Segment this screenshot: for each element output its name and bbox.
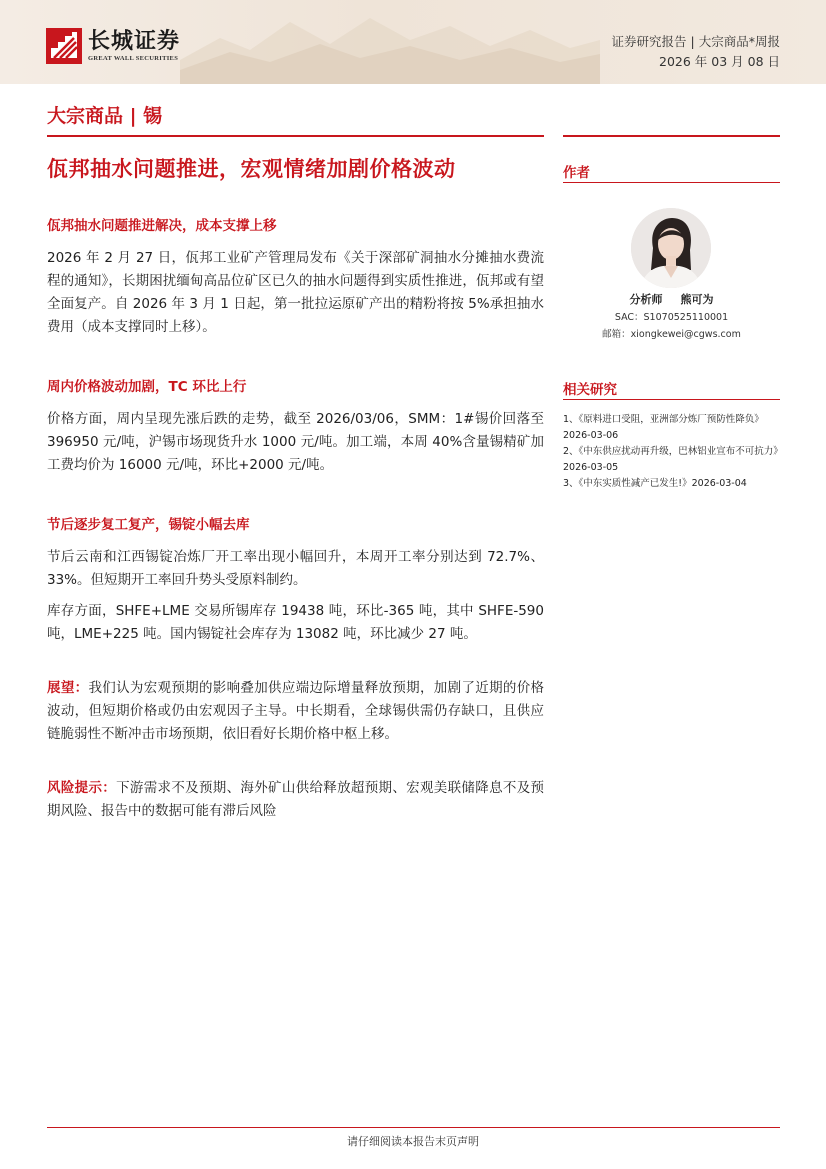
- header-meta: [612, 32, 781, 72]
- footer-divider: [47, 1127, 780, 1128]
- related-heading: 相关研究: [563, 382, 617, 398]
- section-paragraph: 2026 年 2 月 27 日，佤邦工业矿产管理局发布《关于深部矿洞抽水分摊抽水费流程的通知》，长期困扰缅甸高品位矿区已久的抽水问题得到实质性推进，佤邦或有望全面复产。自 2026 年 3 月 1 日起，第一批拉运原矿产出的精粉将按 5%承担抽水费用（成本支撑同时上移）。: [47, 250, 544, 335]
- section-paragraph: 节后云南和江西锡锭冶炼厂开工率出现小幅回升，本周开工率分别达到 72.7%、33%。但短期开工率回升势头受原料制约。: [47, 549, 544, 588]
- risk-paragraph: [47, 777, 544, 823]
- section-paragraph: 价格方面，周内呈现先涨后跌的走势，截至 2026/03/06，SMM：1#锡价回落至 396950 元/吨，沪锡市场现货升水 1000 元/吨。加工端，本周 40%含量锡精矿加工费均价为 16000 元/吨，环比+2000 元/吨。: [47, 411, 544, 473]
- person-photo-icon: [631, 208, 711, 288]
- section-label: 大宗商品 | 锡: [47, 105, 163, 127]
- section-paragraph: 库存方面，SHFE+LME 交易所锡库存 19438 吨，环比-365 吨，其中 SHFE-590 吨，LME+225 吨。国内锡锭社会库存为 13082 吨，环比减少 27 吨。: [47, 603, 544, 642]
- section-heading: 节后逐步复工复产，锡锭小幅去库: [47, 517, 250, 533]
- author-divider: [563, 182, 780, 183]
- mountain-watermark-icon: [180, 0, 600, 84]
- outlook-text: 我们认为宏观预期的影响叠加供应端边际增量释放预期，加剧了近期的价格波动，但短期价格或仍由宏观因子主导。中长期看，全球锡供需仍存缺口，且供应链脆弱性不断冲击市场预期，依旧看好长期价格中枢上移。: [47, 680, 545, 742]
- risk-text: 下游需求不及预期、海外矿山供给释放超预期、宏观美联储降息不及预期风险、报告中的数据可能有滞后风险: [47, 780, 545, 819]
- page-title: 佤邦抽水问题推进，宏观情绪加剧价格波动: [47, 157, 456, 181]
- outlook-label: 展望：: [47, 680, 89, 696]
- section-heading: 佤邦抽水问题推进解决，成本支撑上移: [47, 218, 277, 234]
- header-band: [0, 0, 826, 84]
- related-research-list: [563, 412, 780, 492]
- sidebar-divider: [563, 135, 780, 137]
- related-divider: [563, 399, 780, 400]
- section-heading: 周内价格波动加剧，TC 环比上行: [47, 379, 247, 395]
- author-heading: 作者: [563, 165, 590, 181]
- header-separator: |: [690, 34, 695, 49]
- footer-disclaimer: 请仔细阅读本报告末页声明: [347, 1135, 479, 1148]
- logo-name-cn: 长城证券: [88, 28, 181, 54]
- analyst-avatar: [631, 208, 711, 288]
- report-category: 大宗商品*周报: [698, 34, 780, 49]
- related-item[interactable]: 1、《原料进口受阻，亚洲部分炼厂预防性降负》2026-03-06: [563, 414, 764, 441]
- logo-name-en: GREAT WALL SECURITIES: [88, 54, 179, 62]
- analyst-name: 熊可为: [680, 293, 714, 306]
- logo-mark-icon: [46, 28, 82, 64]
- risk-label: 风险提示：: [47, 780, 117, 796]
- analyst-sac: SAC：S1070525110001: [614, 312, 729, 323]
- outlook-paragraph: [47, 677, 544, 746]
- report-type: 证券研究报告: [611, 34, 687, 49]
- analyst-role: 分析师: [629, 293, 663, 306]
- main-content: [47, 215, 544, 823]
- company-logo: [46, 28, 180, 64]
- analyst-info: [563, 291, 780, 307]
- title-divider: [47, 135, 544, 137]
- analyst-email[interactable]: 邮箱：xiongkewei@cgws.com: [602, 329, 741, 340]
- related-item[interactable]: 3、《中东实质性减产已发生!》2026-03-04: [563, 478, 747, 489]
- related-item[interactable]: 2、《中东供应扰动再升级，巴林铝业宣布不可抗力》2026-03-05: [563, 446, 779, 473]
- report-date: 2026 年 03 月 08 日: [659, 54, 780, 69]
